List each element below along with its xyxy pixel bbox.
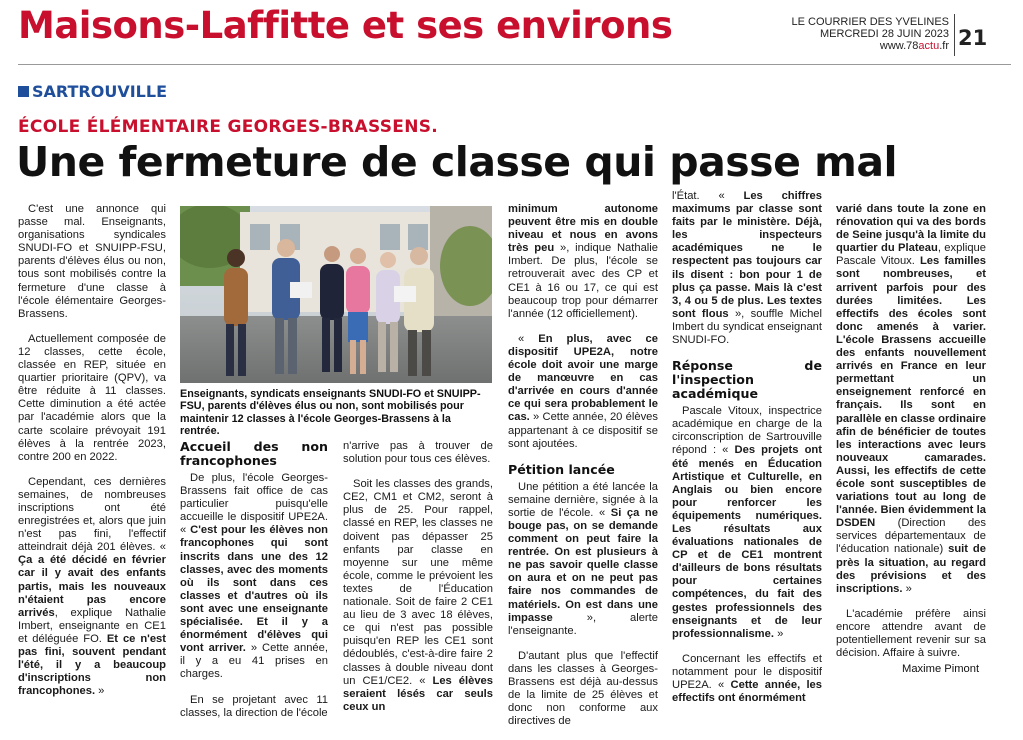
subheading: Pétition lancée [508, 461, 615, 477]
paragraph: Pascale Vitoux, inspectrice académique en charge de la circonscription de Sartrouville répond : « Des projets ont été menés en Éducation Artistique et Culturelle, en Anglais ou bien encore pour renforcer les équipements numériques. Les résultats aux évaluations nationales de CP et de CE1 montrent d'ailleurs de bons résultats pour certaines compétences, du fait des gestes professionnels des enseignants et de leur professionnalisme. » [672, 405, 822, 640]
paragraph: minimum autonome peuvent être mis en double niveau et nous en avons très peu », indique Nathalie Imbert. De plus, l'école se retrouverait avec des CP et CE1 à 16 ou 17, ce qui est beaucoup trop pour démarrer l'année (12 officiellement). [508, 203, 658, 320]
article-headline: Une fermeture de classe qui passe mal [16, 138, 898, 186]
paragraph: Une pétition a été lancée la semaine dernière, signée à la sortie de l'école. « Si ça ne bouge pas, on se demande comment on peut faire la rentrée. On est plusieurs à ne pas savoir quelle classe on aura et on ne peut pas faire nos commandes de matériels. On est dans une impasse », alerte l'enseignante. [508, 480, 658, 637]
header-rule [18, 64, 1011, 65]
website-prefix: www.78 [879, 40, 919, 52]
paragraph: Concernant les effectifs et notamment pour le dispositif UPE2A. « Cette année, les effectifs ont énormément [672, 652, 823, 705]
paragraph: De plus, l'école Georges-Brassens fait office de cas particulier puisqu'elle accueille le dispositif UPE2A. « C'est pour les élèves non francophones qui sont inscrits dans une des 12 classes, avec des moments où ils sont dans ces classes et d'autres où ils sont avec une enseignante spécialisée. Et il y a énormément d'élèves qui vont arriver. » Cette année, il y a eu 41 prises en charges. [180, 472, 328, 681]
masthead-divider [954, 14, 955, 56]
subheading: Réponse de l'inspection académique [672, 358, 822, 402]
masthead [791, 16, 949, 52]
paragraph: D'autant plus que l'effectif dans les classes à Georges-Brassens est déjà au-dessus de la limite de 25 élèves et donc non conforme aux directives de [508, 649, 658, 728]
paragraph: C'est une annonce qui passe mal. Enseignants, organisations syndicales SNUDI-FO et SNUIPP-FSU, parents d'élèves élus ou non, tous sont mobilisés contre la fermeture d'une classe à l'école élémentaire Georges-Brassens. [18, 203, 166, 320]
article-column-5 [672, 190, 822, 717]
paragraph: Cependant, ces dernières semaines, de nombreuses inscriptions ont été enregistrées et, alors que juin n'est pas fini, l'effectif atteindrait déjà 201 élèves. « Ça a été décidé en février car il y avait des enfants partis, mais les nouveaux n'étaient pas encore arrivés, explique Nathalie Imbert, enseignante en CE1 et déléguée FO. Et ce n'est pas fini, souvent pendant l'été, il y a beaucoup d'inscriptions non francophones. » [18, 475, 166, 698]
location-text: SARTROUVILLE [32, 82, 167, 101]
publication-name: LE COURRIER DES YVELINES [791, 16, 949, 28]
publication-date: MERCREDI 28 JUIN 2023 [820, 28, 949, 40]
article-column-1 [18, 203, 166, 710]
website [791, 40, 949, 52]
website-suffix: .fr [939, 40, 949, 52]
paragraph: Actuellement composée de 12 classes, cette école, classée en REP, située en quartier prioritaire (QPV), va être réduite à 11 classes. Cette diminution a été actée par l'académie alors que la carte scolaire prévoyait 191 élèves à la rentrée 2023, contre 200 en 2022. [18, 332, 166, 463]
paragraph: l'État. « Les chiffres maximums par classe sont faits par le ministère. Déjà, les inspecteurs académiques ne le respectent pas toujours car ils disent : bon pour 1 de plus ça passe. Mais là c'est 3, 4 ou 5 de plus. Les textes sont flous », souffle Michel Imbert du syndicat enseignant SNUDI-FO. [672, 190, 822, 347]
group-photo-image [180, 206, 492, 383]
article-photo [180, 206, 492, 383]
section-title: Maisons-Laffitte et ses environs [18, 4, 673, 47]
paragraph: Soit les classes des grands, CE2, CM1 et CM2, seront à plus de 25. Pour rappel, classé en REP, les classes ne doivent pas dépasser 25 enfants par classe en moyenne sur une même école, comme le prévoient les textes de l'Éducation nationale. Soit de faire 2 CE1 au lieu de 3 avec 18 élèves, ce qui n'est pas possible puisqu'en REP les CE1 sont dédoublés, c'est-à-dire faire 2 classes à double niveau dont un CE1/CE2. « Les élèves seraient lésés car seuls ceux un [343, 478, 494, 713]
paragraph: n'arrive pas à trouver de solution pour tous ces élèves. [343, 440, 493, 466]
article-column-4 [508, 203, 658, 740]
subheading: Accueil des non francophones [180, 439, 328, 468]
location-label [18, 82, 167, 101]
paragraph: L'académie préfère ainsi encore attendre avant de potentiellement revenir sur sa décision. Affaire à suivre. [836, 607, 986, 660]
article-author: Maxime Pimont [902, 663, 980, 675]
paragraph: varié dans toute la zone en rénovation qui va des bords de Seine jusqu'à la limite du quartier du Plateau, explique Pascale Vitoux. Les familles sont nombreuses, et arrivent parfois pour des durées limitées. Les effectifs des écoles sont donc amenés à varier. L'école Brassens accueille des enfants nouvellement arrivés en France en leur permettant un enseignement renforcé en français. Ils sont en parallèle en classe ordinaire afin de bénéficier de toutes les interactions avec leurs nouveaux camarades. Aussi, les effectifs de cette école sont susceptibles de variations tout au long de l'année. Bien évidemment la DSDEN (Direction des services départementaux de l'éducation nationale) suit de près la situation, au regard des prévisions et des inscriptions. » [836, 203, 986, 595]
article-kicker: ÉCOLE ÉLÉMENTAIRE GEORGES-BRASSENS. [18, 117, 439, 137]
paragraph: « En plus, avec ce dispositif UPE2A, notre école doit avoir une marge de manœuvre en cas d'arrivée en cours d'année ce qui sera probablement le cas. » Cette année, 20 élèves appartenant à ce dispositif se sont ajoutées. [508, 332, 658, 450]
location-square-icon [18, 86, 29, 97]
website-brand: actu [918, 40, 940, 52]
article-column-6 [836, 203, 986, 672]
article-column-3 [343, 440, 493, 726]
paragraph: En se projetant avec 11 classes, la direction de l'école [180, 693, 328, 719]
page-number: 21 [958, 26, 988, 50]
photo-caption: Enseignants, syndicats enseignants SNUDI-FO et SNUIPP-FSU, parents d'élèves élus ou non, sont mobilisés pour maintenir 12 classes à l'école Georges-Brassens à la rentrée. [180, 388, 481, 438]
